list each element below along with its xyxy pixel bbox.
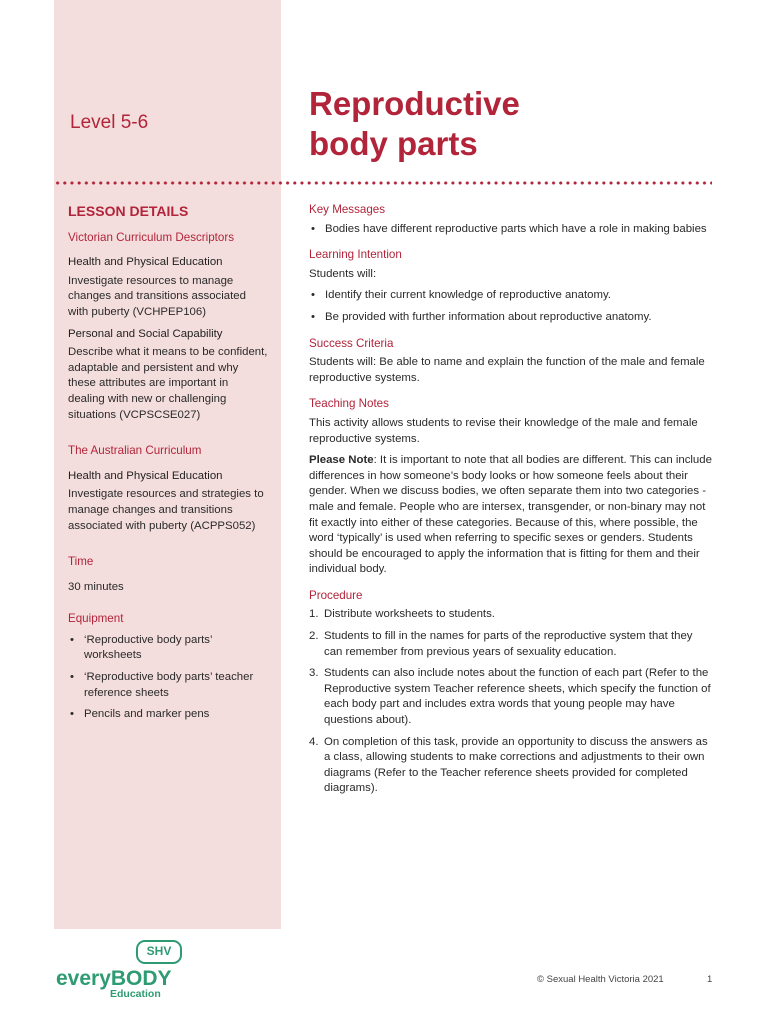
aus-hpe-descriptor: Investigate resources and strategies to manage changes and transitions associated with puberty (ACPPS052) [68, 488, 264, 532]
step-number: 4. [309, 735, 319, 748]
aus-hpe-heading: Health and Physical Education [68, 469, 223, 482]
teaching-notes-text: This activity allows students to revise their knowledge of the male and female reproductive systems. [309, 416, 698, 445]
equipment-item: • Pencils and marker pens [68, 707, 268, 723]
title-line-2: body parts [309, 125, 478, 162]
hpe-heading: Health and Physical Education [68, 256, 223, 269]
step-text: On completion of this task, provide an opportunity to discuss the answers as a class, allowing students to make corrections and adjustments to their own diagrams (Refer to the Teacher reference sheets provided for completed diagrams). [324, 735, 708, 795]
copyright: © Sexual Health Victoria 2021 [537, 974, 664, 985]
procedure-step [309, 607, 713, 623]
step-number: 3. [309, 667, 319, 680]
please-note-paragraph [309, 453, 713, 578]
equipment-item: • ‘Reproductive body parts’ teacher reference sheets [68, 670, 268, 701]
logo-wordmark: everyBODY [56, 967, 172, 990]
procedure-list [309, 607, 713, 797]
procedure-step [309, 629, 713, 660]
procedure-step [309, 735, 713, 797]
time-value: 30 minutes [68, 580, 124, 593]
please-note-text: : It is important to note that all bodies are different. This can include differences in how someone’s body looks or how someone feels about their gender. When we discuss bodies, we often separate them into two categories - male and female. People who are intersex, transgender, or non-binary may not fit exactly into either of these categories. Because of this, where possible, the word ‘typically’ is used when referring to specific sexes or genders. Students should be encouraged to apply the information that is fitting for them and their individual body. [309, 454, 712, 576]
page-title [309, 84, 520, 164]
equipment-heading: Equipment [68, 612, 124, 626]
shv-speech-bubble-icon: SHV [136, 940, 182, 964]
learning-intention-heading: Learning Intention [309, 248, 402, 262]
step-number: 1. [309, 608, 319, 621]
step-number: 2. [309, 630, 319, 643]
hpe-descriptor: Investigate resources to manage changes and transitions associated with puberty (VCHPEP106) [68, 274, 246, 318]
step-text: Students to fill in the names for parts of the reproductive system that they can remember from previous years of sexuality education. [324, 630, 693, 658]
time-heading: Time [68, 555, 94, 569]
key-messages-list [309, 222, 713, 238]
equipment-list [68, 633, 268, 723]
key-message-item: • Bodies have different reproductive parts which have a role in making babies [309, 222, 713, 238]
key-messages-heading: Key Messages [309, 203, 386, 216]
title-line-1: Reproductive [309, 85, 520, 122]
success-criteria-text: Students will: Be able to name and explain the function of the male and female reproductive systems. [309, 356, 705, 384]
please-note-label: Please Note [309, 454, 374, 467]
learning-intention-item: • Identify their current knowledge of reproductive anatomy. [309, 288, 713, 304]
lesson-details-heading: LESSON DETAILS [68, 203, 189, 219]
logo-subtitle: Education [110, 988, 161, 1000]
procedure-step [309, 666, 713, 728]
sidebar [68, 204, 268, 729]
procedure-heading: Procedure [309, 588, 363, 602]
psc-descriptor: Describe what it means to be confident, adaptable and persistent and why these attributes are important in dealing with new or challenging situations (VCPSCSE027) [68, 346, 268, 421]
page-number: 1 [707, 974, 713, 985]
vic-curriculum-heading: Victorian Curriculum Descriptors [68, 230, 235, 244]
learning-intention-item: • Be provided with further information about reproductive anatomy. [309, 310, 713, 326]
equipment-item: • ‘Reproductive body parts’ worksheets [68, 633, 268, 664]
dotted-divider [54, 181, 712, 185]
learning-intention-intro: Students will: [309, 267, 377, 280]
aus-curriculum-heading: The Australian Curriculum [68, 444, 202, 458]
teaching-notes-heading: Teaching Notes [309, 397, 389, 411]
main-content [309, 202, 713, 807]
everybody-education-logo [56, 940, 196, 1000]
psc-heading: Personal and Social Capability [68, 327, 223, 340]
learning-intention-list [309, 288, 713, 325]
level-label: Level 5-6 [70, 112, 149, 133]
success-criteria-heading: Success Criteria [309, 336, 394, 350]
step-text: Students can also include notes about the function of each part (Refer to the Reproductive system Teacher reference sheets, which specify the function of each body part and includes extra words that young people may have questions about). [324, 667, 711, 727]
step-text: Distribute worksheets to students. [324, 608, 495, 621]
